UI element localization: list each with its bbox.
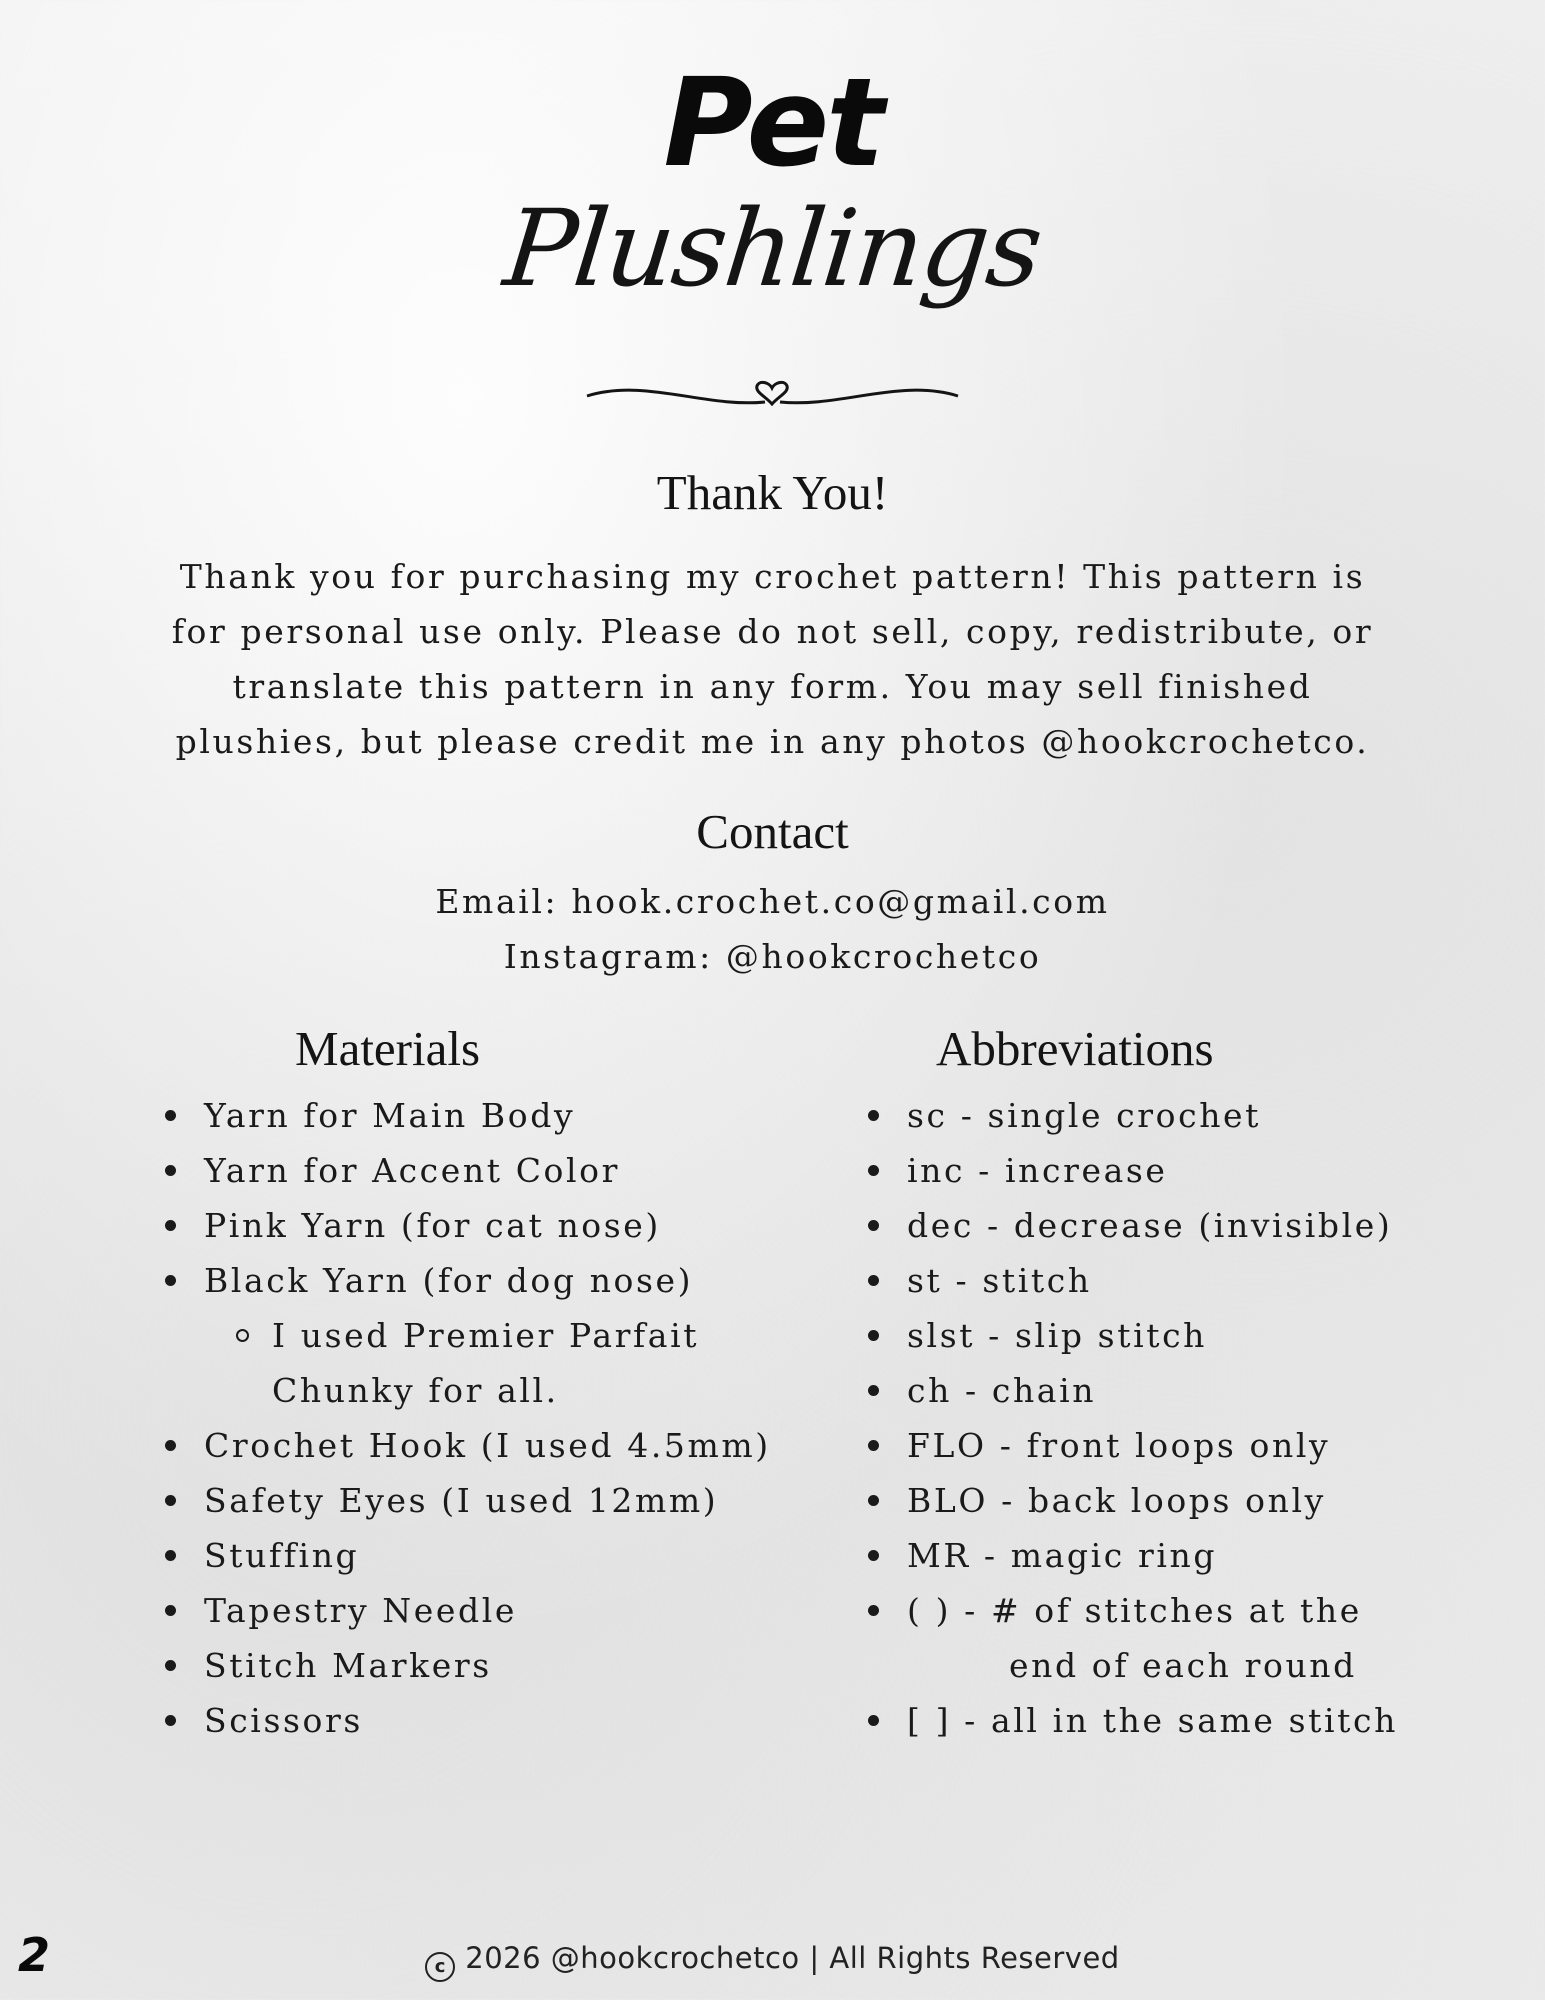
list-item: sc - single crochet xyxy=(907,1096,1262,1135)
bullet-icon xyxy=(165,1715,176,1726)
title-pet: Pet xyxy=(663,52,882,194)
list-item: st - stitch xyxy=(907,1261,1092,1300)
copyright-text: 2026 @hookcrochetco | All Rights Reserved xyxy=(465,1941,1120,1975)
list-item: FLO - front loops only xyxy=(907,1426,1331,1465)
thank-you-line: for personal use only. Please do not sell, copy, redistribute, or xyxy=(171,612,1374,651)
bullet-icon xyxy=(165,1605,176,1616)
thank-you-line: translate this pattern in any form. You may sell finished xyxy=(232,667,1313,706)
bullet-icon xyxy=(868,1495,879,1506)
heart-flourish-icon xyxy=(585,378,960,418)
materials-heading: Materials xyxy=(295,1021,481,1076)
bullet-icon xyxy=(165,1440,176,1451)
bullet-icon xyxy=(165,1110,176,1121)
bullet-icon xyxy=(868,1165,879,1176)
page-number: 2 xyxy=(18,1928,51,1982)
bullet-icon xyxy=(868,1330,879,1341)
contact-heading: Contact xyxy=(696,804,849,859)
list-item-sub: Chunky for all. xyxy=(272,1371,559,1410)
thank-you-heading: Thank You! xyxy=(656,465,889,520)
list-item: Stitch Markers xyxy=(204,1646,492,1685)
thank-you-line: plushies, but please credit me in any photos @hookcrochetco. xyxy=(175,722,1370,761)
list-item: slst - slip stitch xyxy=(907,1316,1208,1355)
bullet-icon xyxy=(165,1165,176,1176)
list-item: ( ) - # of stitches at the xyxy=(907,1591,1362,1630)
list-item: Yarn for Main Body xyxy=(204,1096,576,1135)
list-item: [ ] - all in the same stitch xyxy=(907,1701,1398,1740)
thank-you-paragraph xyxy=(170,549,1375,769)
bullet-icon xyxy=(165,1660,176,1671)
bullet-icon xyxy=(165,1220,176,1231)
thank-you-line: Thank you for purchasing my crochet pattern! This pattern is xyxy=(179,557,1366,596)
bullet-icon xyxy=(165,1275,176,1286)
list-item: Tapestry Needle xyxy=(204,1591,518,1630)
list-item: BLO - back loops only xyxy=(907,1481,1326,1520)
abbreviations-heading: Abbreviations xyxy=(936,1021,1214,1076)
list-item: Pink Yarn (for cat nose) xyxy=(204,1206,661,1245)
list-item: Safety Eyes (I used 12mm) xyxy=(204,1481,719,1520)
copyright-icon: c xyxy=(425,1952,455,1982)
bullet-icon xyxy=(165,1495,176,1506)
list-item: ch - chain xyxy=(907,1371,1097,1410)
bullet-icon xyxy=(868,1275,879,1286)
list-item: Stuffing xyxy=(204,1536,360,1575)
list-item: MR - magic ring xyxy=(907,1536,1218,1575)
list-item: Scissors xyxy=(204,1701,363,1740)
list-item-sub: I used Premier Parfait xyxy=(272,1316,700,1355)
list-item-continuation: end of each round xyxy=(1009,1646,1357,1685)
bullet-icon xyxy=(868,1715,879,1726)
list-item: Black Yarn (for dog nose) xyxy=(204,1261,694,1300)
copyright-footer xyxy=(0,1938,1545,1982)
bullet-icon xyxy=(868,1110,879,1121)
bullet-icon xyxy=(868,1220,879,1231)
list-item: Yarn for Accent Color xyxy=(204,1151,621,1190)
sub-bullet-icon xyxy=(236,1329,249,1342)
bullet-icon xyxy=(165,1550,176,1561)
contact-instagram: Instagram: @hookcrochetco xyxy=(503,937,1042,976)
list-item: dec - decrease (invisible) xyxy=(907,1206,1393,1245)
list-item: inc - increase xyxy=(907,1151,1168,1190)
bullet-icon xyxy=(868,1385,879,1396)
title-plushlings: Plushlings xyxy=(498,187,1047,310)
bullet-icon xyxy=(868,1440,879,1451)
list-item: Crochet Hook (I used 4.5mm) xyxy=(204,1426,771,1465)
bullet-icon xyxy=(868,1605,879,1616)
bullet-icon xyxy=(868,1550,879,1561)
contact-email: Email: hook.crochet.co@gmail.com xyxy=(435,882,1110,921)
